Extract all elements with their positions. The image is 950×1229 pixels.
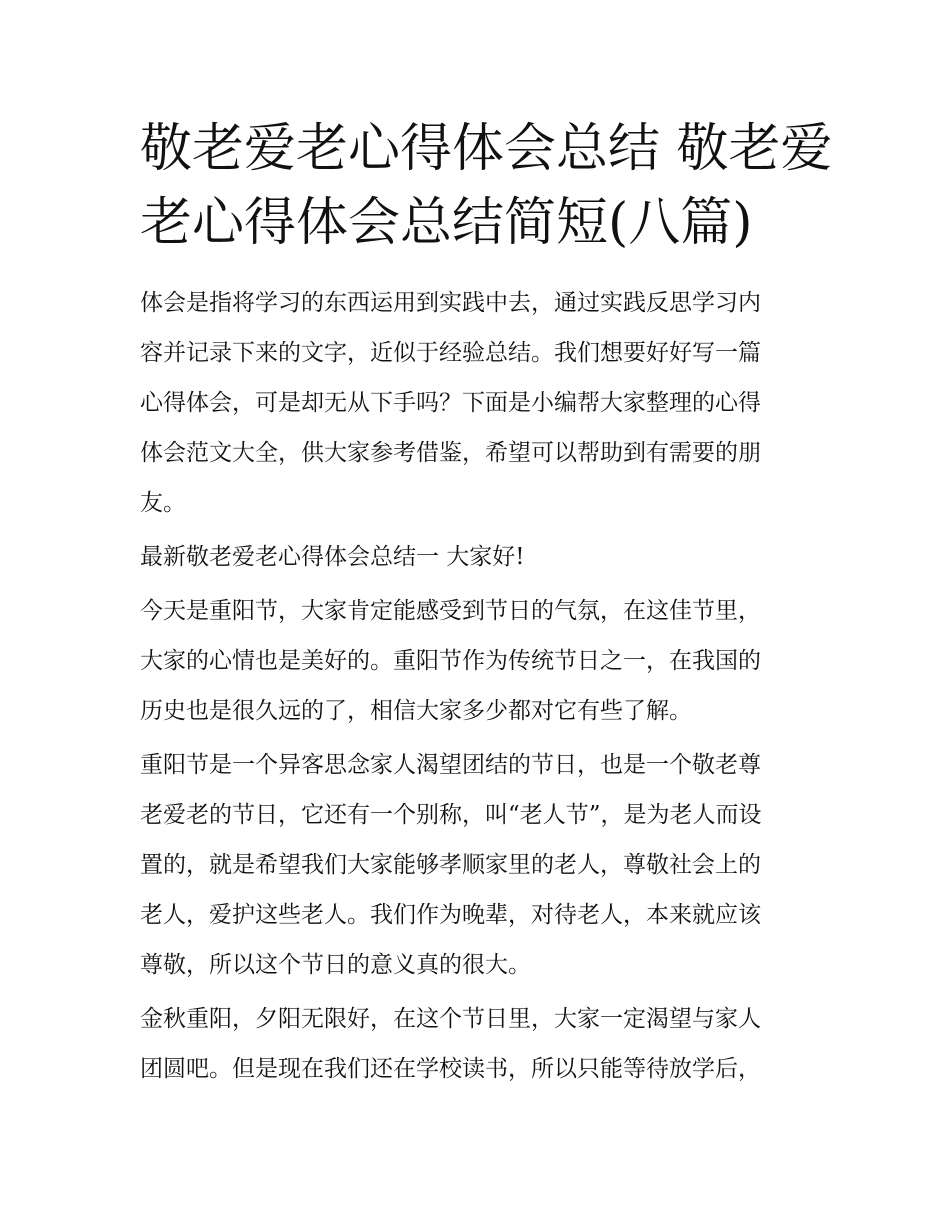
text-line: 置的，就是希望我们大家能够孝顺家里的老人，尊敬社会上的: [140, 852, 761, 878]
text-line: 心得体会，可是却无从下手吗？下面是小编帮大家整理的心得: [140, 390, 761, 416]
text-line: 大家的心情也是美好的。重阳节作为传统节日之一，在我国的: [140, 648, 761, 674]
text-line: 历史也是很久远的了，相信大家多少都对它有些了解。: [140, 698, 692, 724]
paragraph-body: [140, 994, 820, 1094]
text-line: 容并记录下来的文字，近似于经验总结。我们想要好好写一篇: [140, 340, 761, 366]
title-line: 老心得体会总结简短(八篇): [140, 193, 753, 253]
text-line: 最新敬老爱老心得体会总结一 大家好!: [140, 544, 525, 570]
text-line: 体会是指将学习的东西运用到实践中去，通过实践反思学习内: [140, 290, 761, 316]
text-line: 金秋重阳，夕阳无限好，在这个节日里，大家一定渴望与家人: [140, 1006, 761, 1032]
paragraph-body: [140, 740, 820, 990]
paragraph-section-heading: [140, 532, 820, 582]
text-line: 体会范文大全，供大家参考借鉴，希望可以帮助到有需要的朋: [140, 440, 761, 466]
document-title: [140, 112, 833, 260]
text-line: 团圆吧。但是现在我们还在学校读书，所以只能等待放学后，: [140, 1056, 761, 1082]
text-line: 老爱老的节日，它还有一个别称，叫“老人节”，是为老人而设: [140, 802, 762, 828]
text-line: 老人，爱护这些老人。我们作为晚辈，对待老人，本来就应该: [140, 902, 761, 928]
text-line: 重阳节是一个异客思念家人渴望团结的节日，也是一个敬老尊: [140, 752, 761, 778]
title-line: 敬老爱老心得体会总结 敬老爱: [140, 119, 833, 179]
text-line: 尊敬，所以这个节日的意义真的很大。: [140, 952, 531, 978]
document-body: [140, 278, 820, 1098]
paragraph-body: [140, 586, 820, 736]
paragraph-intro: [140, 278, 820, 528]
text-line: 今天是重阳节，大家肯定能感受到节日的气氛，在这佳节里，: [140, 598, 761, 624]
text-line: 友。: [140, 490, 186, 516]
